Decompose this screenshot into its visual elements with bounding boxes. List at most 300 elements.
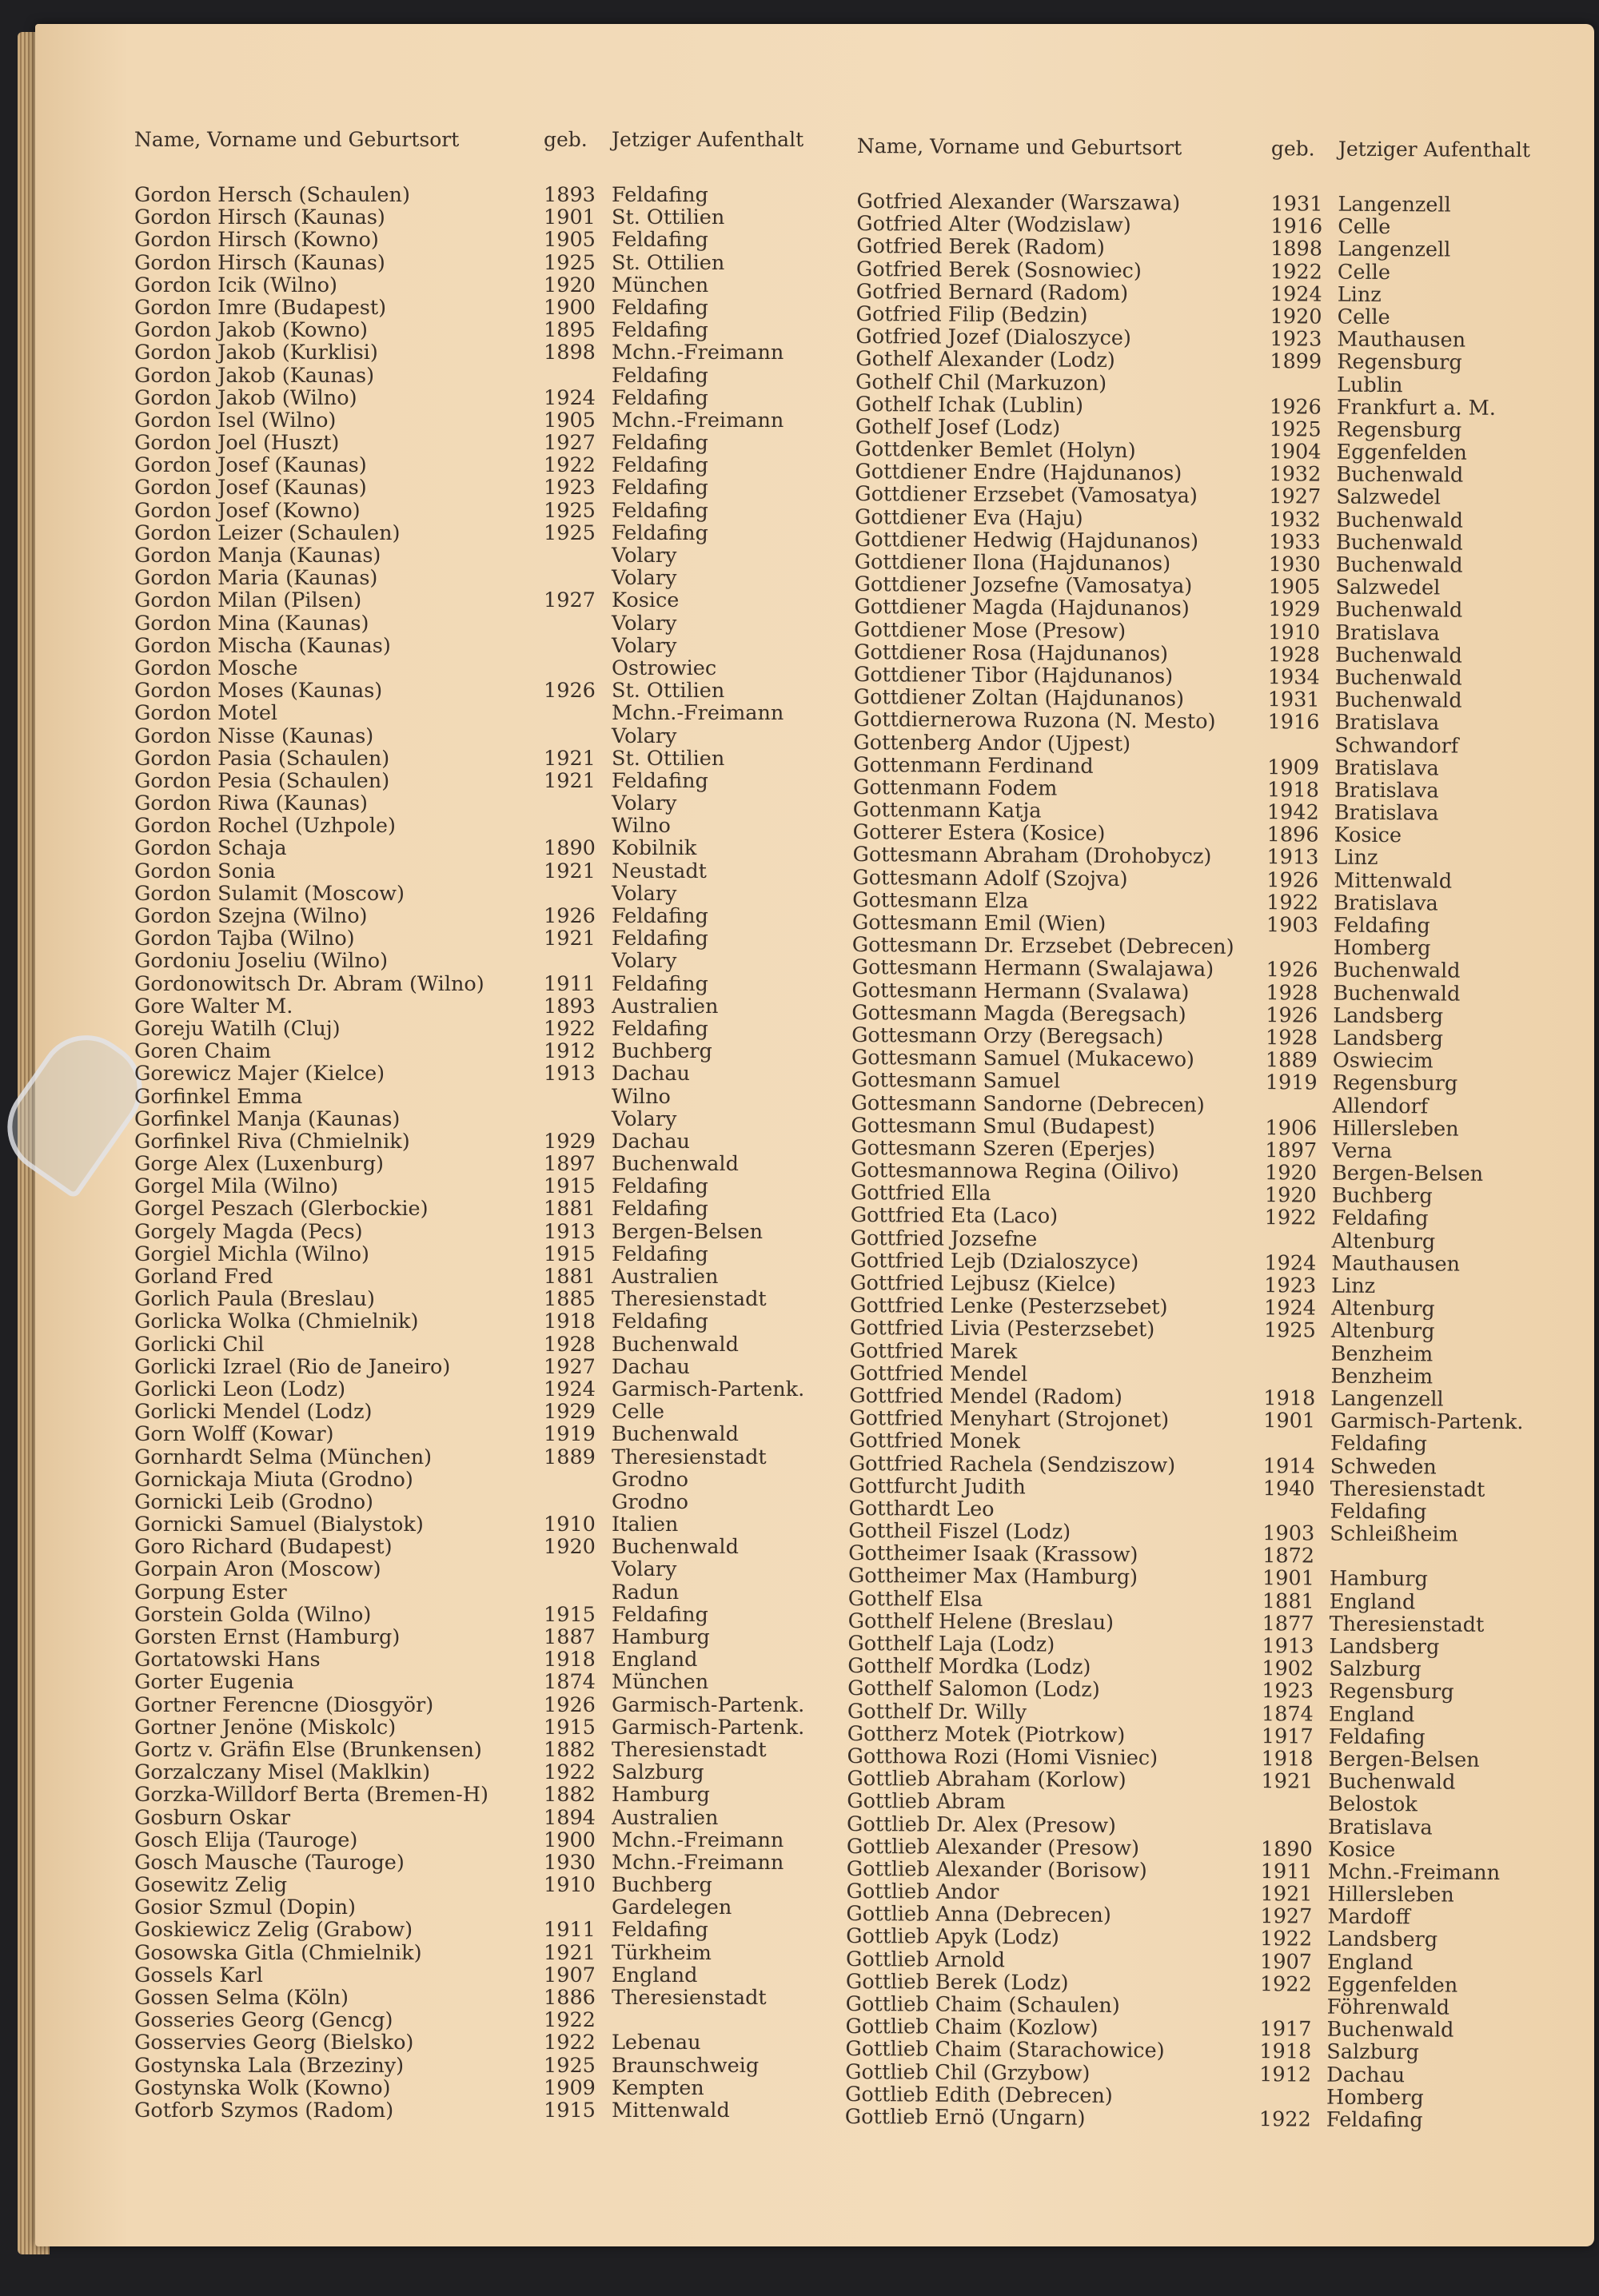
entry-place: Lebenau [612,2031,701,2055]
entry-place: Feldafing [612,183,708,207]
entry-year: 1918 [1263,1386,1316,1411]
entry-year: 1930 [544,1850,596,1875]
entry-name: Gordon Pesia (Schaulen) [134,768,390,793]
entry-place: St. Ottilien [612,250,725,275]
entry-name: Gottlieb Apyk (Lodz) [846,1924,1060,1951]
entry-year: 1914 [1262,1453,1315,1479]
entry-year: 1920 [1264,1161,1318,1186]
entry-place: Grodno [612,1489,689,1514]
entry-place: Theresienstadt [1329,1612,1485,1637]
entry-year: 1874 [1261,1701,1314,1727]
entry-place: Celle [1337,305,1390,330]
entry-year: 1927 [1269,484,1322,509]
entry-name: Gottdiener Tibor (Hajdunanos) [853,662,1174,689]
entry-place: Bratislava [1334,891,1438,916]
entry-name: Gordonowitsch Dr. Abram (Wilno) [134,971,484,996]
entry-place: St. Ottilien [612,679,725,704]
entry-place: Kobilnik [612,836,697,861]
entry-year: 1925 [544,520,596,545]
entry-place: Braunschweig [612,2053,760,2078]
entry-place: Feldafing [612,1602,708,1627]
entry-name: Gordon Manja (Kaunas) [134,544,381,568]
entry-place: Buchenwald [1333,981,1461,1006]
entry-place: Feldafing [612,228,708,253]
entry-place: Celle [1337,260,1391,285]
entry-place: Salzburg [612,1760,704,1785]
entry-place: Feldafing [612,768,708,793]
entry-name: Gottfried Lejb (Dzialoszyce) [850,1248,1139,1274]
entry-place: Bratislava [1327,1815,1433,1840]
entry-place: Theresienstadt [1330,1477,1485,1502]
entry-place: Volary [612,949,677,974]
entry-year: 1913 [1266,845,1319,870]
entry-name: Gothelf Josef (Lodz) [855,414,1061,440]
entry-place: Theresienstadt [612,1986,767,2010]
entry-name: Gottdiener Erzsebet (Vamosatya) [855,482,1198,509]
entry-name: Gotfried Bernard (Radom) [855,279,1129,305]
entry-year: 1903 [1266,913,1318,938]
list-item [134,770,830,792]
header-name: Name, Vorname und Geburtsort [134,128,460,151]
entry-name: Gottlieb Edith (Debrecen) [844,2082,1113,2108]
entry-year: 1904 [1269,440,1322,464]
entry-year: 1922 [1270,259,1322,285]
entry-place: Kosice [1334,823,1402,848]
entry-place: Buchenwald [1334,665,1462,691]
entry-year: 1925 [544,2053,596,2078]
entry-list [845,190,1561,2132]
entry-place: Buchenwald [612,1152,739,1177]
list-item [134,1221,830,1243]
entry-name: Gotfried Alter (Wodzislaw) [856,212,1131,238]
entry-name: Gottlieb Chaim (Starachowice) [845,2037,1165,2063]
entry-name: Gotforb Szymos (Radom) [134,2098,394,2123]
entry-year: 1918 [1261,1747,1314,1772]
entry-year: 1920 [544,1535,596,1560]
entry-year: 1930 [1268,552,1321,577]
entry-year: 1910 [544,1513,596,1537]
entry-year: 1882 [544,1783,596,1808]
list-item [134,1018,830,1040]
entry-place: Feldafing [612,453,708,478]
entry-year: 1934 [1267,665,1320,690]
entry-year: 1917 [1261,1724,1314,1749]
entry-place: Kempten [612,2075,704,2100]
entry-year: 1931 [1270,192,1323,217]
entry-name: Gosservies Georg (Bielsko) [134,2031,414,2055]
entry-name: Gottherz Motek (Piotrkow) [847,1721,1126,1748]
entry-place: Dachau [612,1062,690,1086]
entry-name: Gottfried Mendel [849,1361,1028,1387]
entry-place: München [612,1670,709,1695]
entry-name: Gottesmannowa Regina (Oilivo) [850,1158,1179,1185]
entry-name: Gottesmann Dr. Erzsebet (Debrecen) [851,933,1234,960]
entry-year: 1922 [544,453,596,478]
entry-name: Gosch Mausche (Tauroge) [134,1850,405,1875]
list-item [134,950,830,972]
entry-year: 1918 [1266,778,1319,803]
entry-name: Gottesmann Adolf (Szojva) [852,865,1128,891]
entry-year: 1881 [1262,1588,1314,1614]
entry-name: Gosseries Georg (Gencg) [134,2008,393,2033]
entry-year: 1902 [1262,1656,1314,1681]
entry-place: Hillersleben [1327,1882,1454,1907]
entry-place: Mchn.-Freimann [1327,1860,1501,1885]
list-item [134,2031,830,2054]
entry-place: Feldafing [612,295,708,320]
entry-name: Gossen Selma (Köln) [134,1986,349,2010]
entry-year: 1886 [544,1986,596,2010]
entry-place: Eggenfelden [1336,440,1467,465]
entry-name: Gorlicki Chil [134,1332,265,1357]
entry-year: 1894 [544,1805,596,1830]
entry-place: Mchn.-Freimann [612,341,784,365]
entry-year: 1922 [544,1760,596,1785]
entry-place: Frankfurt a. M. [1336,395,1497,421]
entry-place: Langenzell [1330,1386,1444,1412]
list-item [134,1243,830,1266]
list-item [134,1423,830,1445]
list-item [134,1581,830,1604]
entry-year: 1890 [544,836,596,861]
entry-place: Feldafing [612,385,708,410]
entry-year: 1926 [1266,958,1318,983]
entry-place: Eggenfelden [1326,1972,1458,1998]
entry-place: Schleißheim [1330,1521,1458,1547]
entry-year: 1911 [544,971,596,996]
entry-name: Gottdiener Magda (Hajdunanos) [854,595,1190,621]
entry-name: Gottfried Jozsefne [850,1226,1038,1252]
entry-place: Buchberg [612,1039,712,1064]
list-item [134,1671,830,1693]
entry-name: Gornicki Samuel (Bialystok) [134,1513,424,1537]
entry-year: 1922 [544,2031,596,2055]
entry-name: Gottesmann Elza [852,887,1029,914]
entry-name: Gore Walter M. [134,994,293,1018]
entry-year: 1942 [1266,800,1319,825]
list-item [134,476,830,499]
list-item [134,387,830,409]
entry-place: Gardelegen [612,1895,732,1920]
entry-name: Gottlieb Chaim (Kozlow) [845,2015,1099,2041]
entry-year: 1915 [544,2098,596,2123]
entry-place: Homberg [1333,935,1431,961]
entry-name: Gordon Nisse (Kaunas) [134,723,374,748]
entry-name: Gotfried Filip (Bedzin) [855,301,1088,328]
entry-name: Gorzalczany Misel (Maklkin) [134,1760,431,1785]
list-item [134,2077,830,2099]
entry-place: Feldafing [612,498,708,523]
header-year: geb. [544,128,588,151]
entry-year: 1926 [544,904,596,928]
entry-name: Gordon Hersch (Schaulen) [134,183,410,207]
entry-place: Landsberg [1333,1003,1444,1029]
entry-place: Mittenwald [612,2098,730,2123]
entry-name: Gottheimer Max (Hamburg) [847,1564,1138,1590]
entry-year: 1925 [544,250,596,275]
entry-year: 1927 [544,588,596,613]
entry-year: 1920 [1264,1183,1317,1208]
list-item [134,860,830,883]
entry-place: Allendorf [1332,1094,1429,1118]
entry-year: 1895 [544,318,596,343]
list-item [134,1536,830,1558]
entry-name: Gordon Rochel (Uzhpole) [134,814,396,839]
entry-year: 1929 [544,1129,596,1154]
entry-place: England [1326,1950,1414,1975]
entry-place: Föhrenwald [1326,1995,1450,2020]
entry-place: Garmisch-Partenk. [612,1692,805,1717]
entry-year: 1926 [1266,1003,1318,1028]
entry-year: 1921 [544,768,596,793]
entry-place: Feldafing [612,476,708,500]
entry-place: Australien [612,1805,719,1830]
entry-name: Gostynska Lala (Brzeziny) [134,2053,405,2078]
list-item [134,1558,830,1580]
entry-place: Garmisch-Partenk. [612,1377,805,1401]
list-item [134,1874,830,1896]
entry-year: 1921 [544,1940,596,1965]
entry-place: Feldafing [612,1918,708,1943]
list-item [134,1310,830,1333]
entry-place: England [612,1963,698,1987]
entry-name: Gottlieb Andor [846,1879,999,1905]
entry-name: Gotfried Jozef (Dialoszyce) [855,325,1131,351]
entry-name: Gordon Mischa (Kaunas) [134,633,391,658]
entry-place: Theresienstadt [612,1737,767,1762]
entry-place: Mchn.-Freimann [612,1850,784,1875]
entry-place: Landsberg [1333,1026,1444,1051]
list-item [134,1130,830,1153]
entry-year: 1887 [544,1625,596,1649]
entry-year: 1926 [544,1692,596,1717]
entry-name: Gotthelf Helene (Breslau) [847,1608,1115,1635]
list-item [134,1648,830,1671]
entry-place: Feldafing [612,927,708,951]
header-name: Name, Vorname und Geburtsort [856,134,1182,160]
entry-place: Feldafing [612,363,708,388]
entry-place: Australien [612,994,719,1018]
entry-year: 1916 [1267,710,1320,735]
entry-year: 1923 [1262,1679,1314,1704]
entry-place: Buchenwald [1328,1769,1456,1795]
entry-place: Mchn.-Freimann [612,1828,784,1852]
entry-place: Bergen-Belsen [612,1219,764,1244]
entry-place: Volary [612,611,677,636]
list-item [845,2106,1549,2133]
entry-name: Gottfried Menyhart (Strojonet) [849,1406,1170,1433]
entry-place: Salzwedel [1336,485,1441,510]
list-item [134,1829,830,1852]
entry-place: Dachau [1326,2063,1406,2087]
entry-place: Buchberg [612,1873,712,1898]
entry-year: 1915 [544,1242,596,1266]
entry-name: Gorstein Golda (Wilno) [134,1602,372,1627]
entry-name: Gosior Szmul (Dopin) [134,1895,356,1920]
entry-place: Ostrowiec [612,656,717,680]
entry-place: Hamburg [612,1625,710,1649]
list-item [134,1469,830,1491]
entry-year: 1928 [1266,980,1318,1006]
entry-year: 1899 [1270,349,1322,374]
entry-place: Salzwedel [1335,575,1441,600]
entry-year: 1927 [1260,1904,1313,1929]
list-item [134,1964,830,1987]
entry-year: 1916 [1270,214,1323,239]
entry-name: Gottfried Marek [849,1338,1018,1364]
entry-name: Gottesmann Samuel (Mukacewo) [851,1046,1195,1072]
list-item [134,567,830,589]
entry-place: Buchberg [1331,1183,1433,1209]
entry-year: 1925 [544,498,596,523]
entry-year: 1919 [1265,1070,1318,1095]
entry-year: 1926 [544,679,596,704]
list-item [134,725,830,747]
entry-name: Gorlicki Izrael (Rio de Janeiro) [134,1354,451,1379]
entry-place: Italien [612,1513,679,1537]
entry-place: Langenzell [1338,192,1451,217]
entry-name: Gortner Jenöne (Miskolc) [134,1715,397,1740]
entry-place: Belostok [1328,1792,1418,1817]
entry-name: Gottlieb Dr. Alex (Presow) [846,1812,1117,1838]
entry-place: Buchenwald [1335,530,1463,556]
list-item [134,432,830,454]
entry-place: Kosice [1327,1837,1396,1862]
entry-place: Hamburg [1329,1567,1428,1592]
entry-year: 1924 [544,1377,596,1401]
entry-year: 1913 [1262,1634,1314,1659]
entry-name: Gordon Hirsch (Kowno) [134,228,379,253]
list-item [134,1919,830,1941]
entry-name: Gottdiener Endre (Hajdunanos) [855,460,1182,486]
entry-name: Gotthelf Laja (Lodz) [847,1631,1055,1657]
entry-year: 1925 [1269,417,1322,442]
entry-place: Hillersleben [1332,1116,1459,1142]
entry-place: Celle [1338,214,1391,240]
entry-year: 1918 [544,1648,596,1672]
entry-year: 1906 [1265,1115,1318,1141]
entry-year: 1907 [1259,1949,1313,1975]
entry-place: Feldafing [612,1242,708,1266]
entry-name: Gortatowski Hans [134,1648,321,1672]
entry-year: 1898 [1270,237,1323,261]
entry-name: Gordon Josef (Kowno) [134,498,361,523]
entry-place: Türkheim [612,1940,712,1965]
entry-name: Gottenberg Andor (Ujpest) [853,730,1131,756]
entry-name: Gorzka-Willdorf Berta (Bremen-H) [134,1783,488,1808]
entry-year: 1922 [544,2008,596,2033]
list-item [134,1694,830,1716]
list-item [134,2009,830,2031]
list-item [134,1333,830,1356]
list-item [134,206,830,229]
entry-place: Altenburg [1331,1229,1436,1254]
entry-year: 1889 [1265,1048,1318,1073]
entry-year: 1932 [1269,462,1322,487]
list-item [134,1288,830,1310]
entry-name: Gotfried Berek (Radom) [856,234,1105,261]
entry-place: Mchn.-Freimann [612,408,784,432]
entry-year: 1893 [544,183,596,207]
entry-name: Gordon Mina (Kaunas) [134,611,369,636]
entry-place: Buchenwald [1326,2017,1454,2043]
entry-year: 1920 [544,273,596,297]
entry-year: 1898 [544,341,596,365]
list-item [134,1266,830,1288]
entry-year: 1928 [1266,1026,1318,1050]
entry-name: Gotthowa Rozi (Homi Visniec) [847,1744,1158,1771]
entry-place: Dachau [612,1129,690,1154]
list-item [134,184,830,206]
list-item [134,1401,830,1423]
entry-name: Gottfried Lejbusz (Kielce) [850,1270,1116,1297]
entry-name: Gordon Pasia (Schaulen) [134,746,390,771]
list-item [134,815,830,837]
entry-year: 1901 [544,205,596,230]
entry-place: Bratislava [1334,778,1439,803]
entry-year: 1931 [1267,688,1320,712]
entry-name: Gordon Jakob (Wilno) [134,385,357,410]
entry-name: Gottlieb Anna (Debrecen) [846,1902,1111,1928]
entry-name: Gotthelf Mordka (Lodz) [847,1654,1091,1680]
entry-name: Gornhardt Selma (München) [134,1445,433,1469]
entry-year: 1915 [544,1602,596,1627]
entry-name: Gorter Eugenia [134,1670,294,1695]
entry-place: Feldafing [612,904,708,928]
entry-place: Regensburg [1337,349,1462,375]
entry-place: St. Ottilien [612,205,725,230]
entry-name: Gordoniu Joseliu (Wilno) [134,949,389,974]
entry-year: 1933 [1268,529,1321,555]
entry-name: Gordon Jakob (Kowno) [134,318,368,343]
entry-place: Feldafing [1330,1431,1427,1457]
list-item [134,837,830,859]
list-item [134,544,830,567]
entry-name: Gordon Schaja [134,836,287,861]
entry-name: Gottfried Rachela (Sendziszow) [848,1451,1176,1477]
entry-place: Mauthausen [1331,1251,1461,1277]
entry-name: Gottesmann Emil (Wien) [851,910,1107,936]
list-item [134,2055,830,2077]
entry-year: 1900 [544,1828,596,1852]
entry-year: 1926 [1269,394,1322,420]
entry-place: Feldafing [1326,2107,1423,2133]
entry-name: Gottlieb Ernö (Ungarn) [844,2104,1086,2131]
entry-place: Oswiecim [1332,1048,1434,1074]
entry-name: Gottlieb Alexander (Borisow) [846,1856,1147,1883]
entry-name: Gosburn Oskar [134,1805,291,1830]
entry-place: Mardoff [1327,1904,1410,1930]
entry-place: Theresienstadt [612,1445,767,1469]
entry-year: 1921 [544,859,596,883]
entry-year: 1877 [1262,1611,1314,1636]
entry-name: Gordon Mosche [134,656,298,680]
entry-name: Gorgel Mila (Wilno) [134,1174,339,1199]
entry-place: Wilno [612,814,671,839]
entry-year: 1872 [1262,1544,1315,1569]
entry-name: Gortner Ferencne (Diosgyör) [134,1692,434,1717]
list-item [134,657,830,680]
entry-name: Gordon Milan (Pilsen) [134,588,362,613]
entry-place: Feldafing [1333,913,1430,939]
entry-year: 1905 [1268,575,1321,600]
left-column [134,128,830,2122]
entry-name: Gotthelf Salomon (Lodz) [847,1676,1100,1703]
entry-place: Feldafing [612,1197,708,1222]
entry-name: Gottlieb Chil (Grzybow) [845,2059,1091,2086]
entry-place: Feldafing [612,971,708,996]
entry-year: 1890 [1260,1836,1313,1862]
